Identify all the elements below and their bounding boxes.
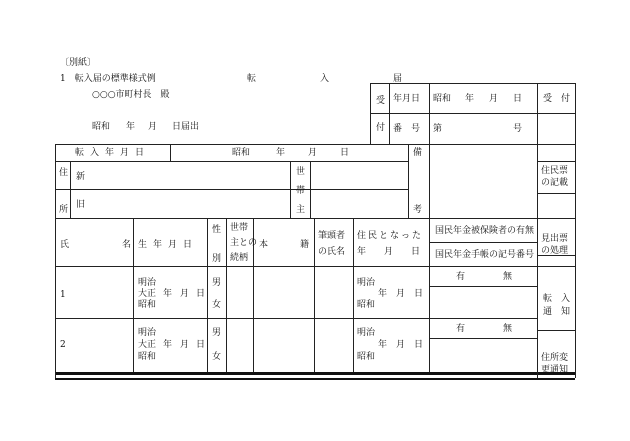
move-in-year-unit: 年: [276, 148, 286, 158]
line: [370, 83, 371, 144]
filing-date-day: 日届出: [172, 122, 200, 132]
row-2-birth-day-unit: 日: [196, 340, 206, 350]
section-title: 1 転入届の標準様式例: [60, 74, 156, 84]
row-1-resident-day-unit: 日: [414, 289, 424, 299]
receipt-side-char-1: 受: [376, 96, 386, 106]
row-1-pension-yes: 有: [456, 272, 466, 282]
line: [55, 189, 408, 190]
row-1-era-showa: 昭和: [138, 300, 157, 310]
name-label-char-2: 名: [122, 240, 132, 250]
row-2-era-taisho: 大正: [138, 340, 157, 350]
row-2-birth-month-unit: 月: [180, 340, 190, 350]
row-1-birth-day-unit: 日: [196, 289, 206, 299]
line: [370, 113, 575, 114]
line: [310, 161, 311, 218]
household-head-char-3: 主: [296, 205, 306, 215]
thick-bottom-line: [55, 378, 575, 380]
domicile-label-char-1: 本: [259, 240, 269, 250]
move-notice-label-2: 通 知: [543, 307, 571, 317]
line: [314, 218, 315, 372]
address-change-label-2: 更通知: [541, 365, 569, 375]
line: [55, 318, 537, 319]
receipt-stamp-label: 受 付: [543, 94, 571, 104]
row-2-era-showa: 昭和: [138, 352, 157, 362]
row-1-sex-male: 男: [212, 278, 222, 288]
line: [207, 218, 208, 372]
line: [353, 218, 354, 372]
receipt-era: 昭和: [433, 94, 452, 104]
receipt-side-char-2: 付: [376, 123, 386, 133]
row-2-pension-no: 無: [503, 324, 513, 334]
address-label-char-2: 所: [59, 205, 69, 215]
row-2-era-meiji: 明治: [138, 328, 157, 338]
row-1-birth-month-unit: 月: [180, 289, 190, 299]
filing-date-year: 年: [126, 122, 136, 132]
row-1-sex-female: 女: [212, 300, 222, 310]
row-2-pension-yes: 有: [456, 324, 466, 334]
receipt-number-prefix: 第: [433, 124, 443, 134]
row-1-resident-month-unit: 月: [396, 289, 406, 299]
row-1-index: 1: [60, 290, 66, 300]
resident-record-label-2: の記載: [541, 178, 569, 188]
row-2-sex-male: 男: [212, 328, 222, 338]
receipt-number-label: 番 号: [393, 124, 421, 134]
row-1-birth-year-unit: 年: [163, 289, 173, 299]
line: [429, 338, 537, 339]
row-2-resident-era-meiji: 明治: [357, 328, 376, 338]
receipt-month-unit: 月: [489, 94, 499, 104]
address-change-label-1: 住所変: [541, 353, 569, 363]
form-title-char-3: 届: [393, 74, 403, 84]
old-address-label: 旧: [76, 200, 86, 210]
row-1-resident-era-meiji: 明治: [357, 278, 376, 288]
annex-label: 〔別紙〕: [60, 58, 97, 68]
head-name-label-1: 筆頭者: [318, 231, 346, 241]
became-resident-label-2: 年 月 日: [357, 247, 421, 257]
line: [370, 83, 575, 84]
sex-label-char-1: 性: [212, 225, 222, 235]
row-1-era-meiji: 明治: [138, 278, 157, 288]
birth-date-label: 生年月日: [138, 240, 199, 250]
receipt-date-label: 年月日: [393, 94, 421, 104]
form-title-char-2: 入: [320, 74, 330, 84]
receipt-year-unit: 年: [465, 94, 475, 104]
line: [70, 161, 71, 218]
move-in-day-unit: 日: [340, 148, 350, 158]
move-in-era: 昭和: [232, 148, 251, 158]
row-1-resident-era-showa: 昭和: [357, 300, 376, 310]
relation-label-3: 続柄: [230, 253, 249, 263]
line: [537, 161, 575, 162]
name-label-char-1: 氏: [60, 240, 70, 250]
row-2-index: 2: [60, 340, 66, 350]
addressee: ○○○市町村長 殿: [92, 90, 170, 100]
pension-insured-label: 国民年金被保険者の有無: [435, 226, 535, 236]
head-name-label-2: の氏名: [318, 247, 346, 257]
line: [537, 330, 575, 331]
card-handling-label-1: 見出票: [541, 234, 569, 244]
card-handling-label-2: の処理: [541, 246, 569, 256]
move-in-date-label: 転入年月日: [75, 148, 151, 158]
household-head-char-1: 世: [296, 167, 306, 177]
line: [429, 144, 430, 372]
row-2-resident-era-showa: 昭和: [357, 352, 376, 362]
line: [429, 242, 537, 243]
household-head-char-2: 帯: [296, 186, 306, 196]
line: [389, 83, 390, 144]
line: [55, 161, 408, 162]
remarks-label-char-2: 考: [413, 205, 423, 215]
remarks-label-char-1: 備: [413, 148, 423, 158]
line: [537, 193, 575, 194]
line: [55, 144, 56, 378]
address-label-char-1: 住: [59, 168, 69, 178]
resident-record-label-1: 住民票: [541, 166, 569, 176]
line: [226, 218, 227, 372]
line: [429, 83, 430, 144]
filing-date-era: 昭和: [92, 122, 111, 132]
move-in-month-unit: 月: [308, 148, 318, 158]
form-title-char-1: 転: [247, 74, 257, 84]
row-1-pension-no: 無: [503, 272, 513, 282]
new-address-label: 新: [76, 172, 86, 182]
line: [429, 286, 537, 287]
row-1-era-taisho: 大正: [138, 289, 157, 299]
line: [170, 144, 171, 161]
relation-label-2: 主との: [230, 238, 258, 248]
row-2-sex-female: 女: [212, 352, 222, 362]
row-1-resident-year-unit: 年: [378, 289, 388, 299]
move-notice-label-1: 転 入: [543, 294, 571, 304]
receipt-day-unit: 日: [513, 94, 523, 104]
became-resident-label-1: 住民となった: [357, 231, 424, 241]
line: [290, 161, 291, 218]
line: [133, 218, 134, 372]
line: [575, 83, 576, 378]
relation-label-1: 世帯: [230, 223, 249, 233]
filing-date-month: 月: [148, 122, 158, 132]
thick-bottom-line: [55, 372, 575, 375]
line: [55, 144, 575, 145]
receipt-number-suffix: 号: [513, 124, 523, 134]
line: [537, 83, 538, 378]
domicile-label-char-2: 籍: [300, 240, 310, 250]
row-2-resident-year-unit: 年: [378, 340, 388, 350]
line: [408, 144, 409, 218]
row-2-resident-day-unit: 日: [414, 340, 424, 350]
pension-number-label: 国民年金手帳の記号番号: [435, 250, 535, 260]
row-2-birth-year-unit: 年: [163, 340, 173, 350]
row-2-resident-month-unit: 月: [396, 340, 406, 350]
sex-label-char-2: 別: [212, 254, 222, 264]
